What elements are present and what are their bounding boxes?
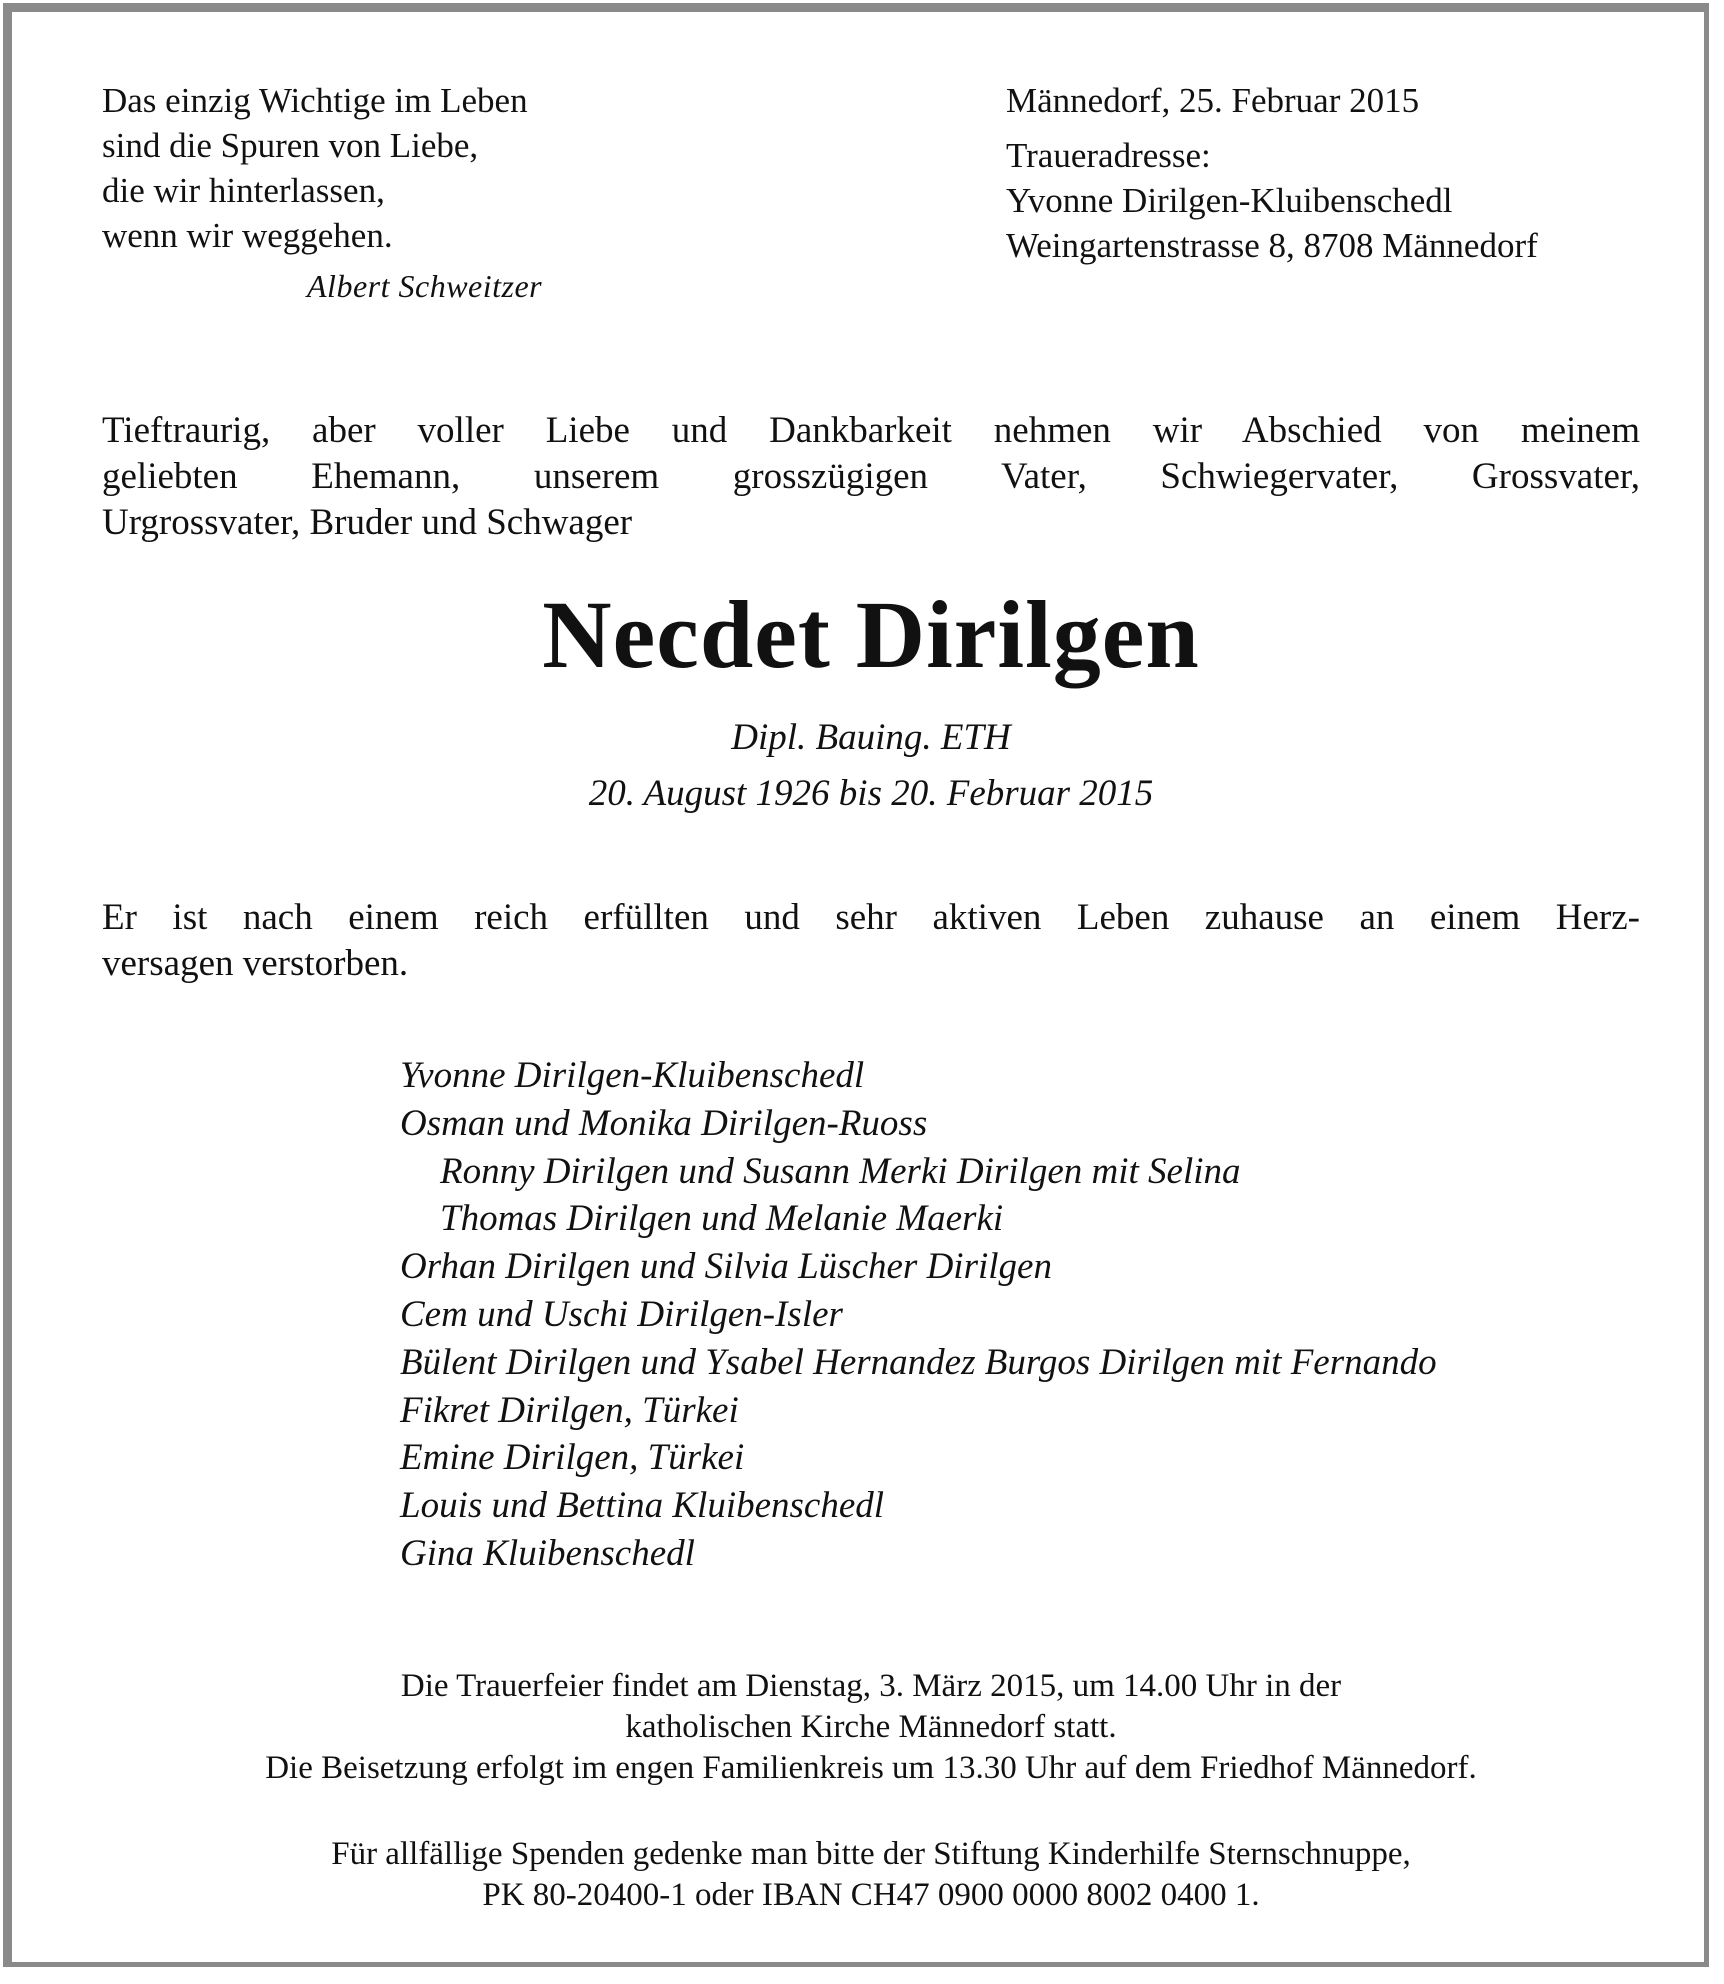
deceased-details [102, 710, 1640, 822]
quote-line: die wir hinterlassen, [102, 171, 385, 210]
mourner-entry: Cem und Uschi Dirilgen-Isler [400, 1293, 843, 1335]
quote-line: wenn wir weggehen. [102, 216, 393, 255]
address-street: Weingartenstrasse 8, 8708 Männedorf [1006, 226, 1538, 265]
intro-paragraph [102, 408, 1640, 546]
mourner-entry: Thomas Dirilgen und Melanie Maerki [440, 1198, 1004, 1240]
donation-info [102, 1834, 1640, 1916]
address-name: Yvonne Dirilgen-Kluibenschedl [1006, 181, 1453, 220]
ceremony-line: Die Trauerfeier findet am Dienstag, 3. März 2015, um 14.00 Uhr in der [400, 1668, 1342, 1704]
mourner-entry: Fikret Dirilgen, Türkei [400, 1389, 739, 1431]
death-line: versagen verstorben. [102, 943, 409, 984]
ceremony-info [102, 1666, 1640, 1789]
mourner-entry: Ronny Dirilgen und Susann Merki Dirilgen mit Selina [440, 1150, 1241, 1192]
ceremony-line: katholischen Kirche Männedorf statt. [625, 1709, 1117, 1745]
quote-line: sind die Spuren von Liebe, [102, 126, 479, 165]
deceased-name: Necdet Dirilgen [542, 581, 1200, 688]
memorial-quote [102, 78, 542, 308]
mourners-list [400, 1052, 1437, 1578]
deceased-dates: 20. August 1926 bis 20. Februar 2015 [588, 773, 1154, 814]
mourner-entry: Yvonne Dirilgen-Kluibenschedl [400, 1055, 865, 1096]
mourner-entry: Louis und Bettina Kluibenschedl [400, 1485, 885, 1527]
mourner-entry: Gina Kluibenschedl [400, 1532, 695, 1574]
mourner-entry: Bülent Dirilgen und Ysabel Hernandez Burgos Dirilgen mit Fernando [400, 1341, 1437, 1383]
quote-line: Das einzig Wichtige im Leben [102, 81, 528, 120]
deceased-title: Dipl. Bauing. ETH [731, 717, 1011, 758]
intro-line: Urgrossvater, Bruder und Schwager [102, 502, 633, 543]
death-paragraph [102, 895, 1640, 987]
place-date: Männedorf, 25. Februar 2015 [1006, 81, 1420, 120]
donation-account: PK 80-20400-1 oder IBAN CH47 0900 0000 8002 0400 1. [482, 1877, 1260, 1913]
death-line: Er ist nach einem reich erfüllten und sehr aktiven Leben zuhause an einem Herz- [102, 897, 1640, 938]
mourning-address [1006, 78, 1538, 268]
mourner-entry: Osman und Monika Dirilgen-Ruoss [400, 1102, 928, 1144]
intro-line: Tieftraurig, aber voller Liebe und Dankbarkeit nehmen wir Abschied von meinem [102, 410, 1640, 451]
mourner-entry: Emine Dirilgen, Türkei [400, 1437, 745, 1479]
quote-author: Albert Schweitzer [307, 268, 543, 304]
burial-line: Die Beisetzung erfolgt im engen Familienkreis um 13.30 Uhr auf dem Friedhof Männedorf. [265, 1750, 1477, 1786]
mourner-entry: Orhan Dirilgen und Silvia Lüscher Dirilgen [400, 1246, 1052, 1288]
intro-line: geliebten Ehemann, unserem grosszügigen Vater, Schwiegervater, Grossvater, [102, 456, 1640, 497]
donation-line: Für allfällige Spenden gedenke man bitte der Stiftung Kinderhilfe Sternschnuppe, [331, 1836, 1411, 1872]
address-label: Traueradresse: [1006, 136, 1211, 175]
